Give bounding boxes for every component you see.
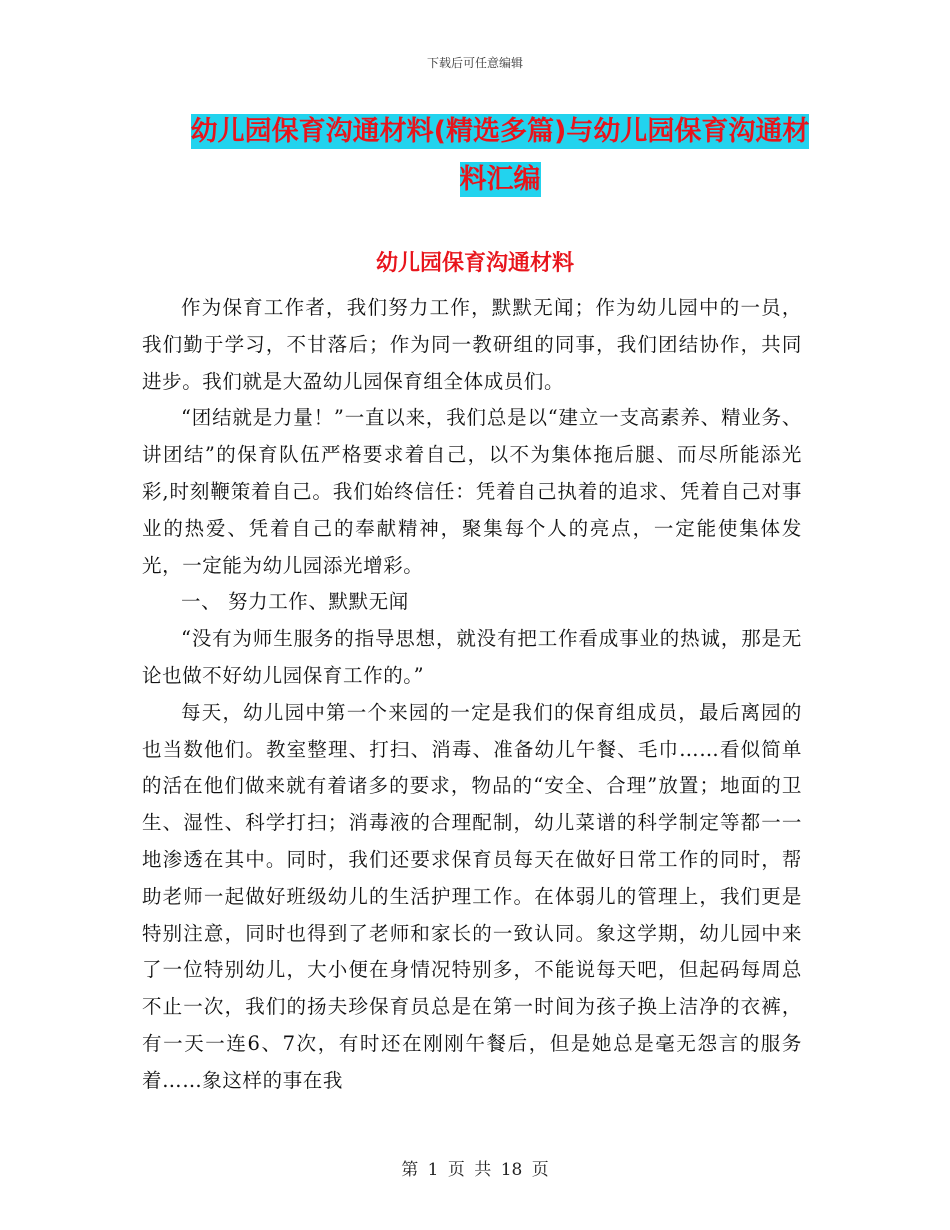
header-note: 下载后可任意编辑 [426, 56, 523, 70]
document-title-line-1: 幼儿园保育沟通材料(精选多篇)与幼儿园保育沟通材 [190, 116, 810, 147]
document-title-line-2: 料汇编 [459, 164, 541, 195]
paragraph: “没有为师生服务的指导思想，就没有把工作看成事业的热诚，那是无论也做不好幼儿园保育工作的。” [142, 627, 802, 687]
paragraph: “团结就是力量！”一直以来，我们总是以“建立一支高素养、精业务、讲团结”的保育队伍严格要求着自己，以不为集体拖后腿、而尽所能添光彩,时刻鞭策着自己。我们始终信任：凭着自己执着的追求、凭着自己对事业的热爱、凭着自己的奉献精神，聚集每个人的亮点，一定能使集体发光，一定能为幼儿园添光增彩。 [142, 406, 802, 577]
document-title [190, 108, 810, 204]
subheading: 一、 努力工作、默默无闻 [181, 590, 409, 614]
section-title: 幼儿园保育沟通材料 [375, 251, 574, 276]
paragraph: 每天，幼儿园中第一个来园的一定是我们的保育组成员，最后离园的也当数他们。教室整理、打扫、消毒、准备幼儿午餐、毛巾……看似简单的活在他们做来就有着诸多的要求，物品的“安全、合理”放置；地面的卫生、湿性、科学打扫；消毒液的合理配制，幼儿菜谱的科学制定等都一一地渗透在其中。同时，我们还要求保育员每天在做好日常工作的同时，帮助老师一起做好班级幼儿的生活护理工作。在体弱儿的管理上，我们更是特别注意，同时也得到了老师和家长的一致认同。象这学期，幼儿园中来了一位特别幼儿，大小便在身情况特别多，不能说每天吧，但起码每周总不止一次，我们的扬夫珍保育员总是在第一时间为孩子换上洁净的衣裤，有一天一连6、7次，有时还在刚刚午餐后，但是她总是毫无怨言的服务着……象这样的事在我 [142, 700, 802, 1092]
page-footer: 第 1 页 共 18 页 [401, 1160, 549, 1180]
paragraph: 作为保育工作者，我们努力工作，默默无闻；作为幼儿园中的一员，我们勤于学习，不甘落后；作为同一教研组的同事，我们团结协作，共同进步。我们就是大盈幼儿园保育组全体成员们。 [142, 296, 802, 393]
body-text [142, 290, 802, 1100]
